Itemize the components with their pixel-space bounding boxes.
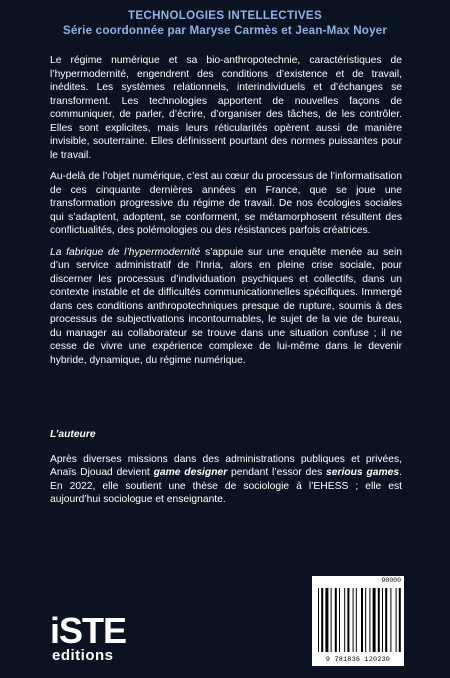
blurb-paragraph-3-text: s’appuie sur une enquête menée au sein d’un service administratif de l’Inria, alors en pleine crise sociale, pour discerner les processus d’individuation psychiques et collectifs, dans un contexte instable et de difficultés communicationnelles spécifiques. Immergé dans ces conditions anthropotechniques presque de rupture, soumis à des processus de subjectivations incontournables, le sujet de la vie de bureau, du manager au collaborateur se trouve dans une situation confuse ; il ne cesse de vivre une expérience complexe de lui-même dans le devenir hybride, dynamique, du régime numérique. bbox=[50, 246, 402, 366]
barcode-bar bbox=[390, 588, 391, 652]
price-code: 90000 bbox=[381, 577, 401, 584]
blurb-paragraph-3 bbox=[50, 246, 402, 368]
barcode-bar bbox=[353, 588, 354, 652]
author-bio-emphasis-a: game designer bbox=[153, 467, 228, 478]
series-title: TECHNOLOGIES INTELLECTIVES bbox=[128, 9, 322, 22]
blurb-paragraph-2: Au-delà de l’objet numérique, c’est au cœur du processus de l’informatisation de ces cinquante dernières années en France, que se joue une transformation progressive du régime de travail. De nos écologies sociales qui s’adaptent, adoptent, se conforment, se métamorphosent résultent des conflictualités, des polémologies ou des résistances parfois créatrices. bbox=[50, 171, 402, 236]
barcode-bars bbox=[312, 576, 404, 666]
barcode-bar bbox=[378, 588, 380, 652]
series-subtitle: Série coordonnée par Maryse Carmès et Jean-Max Noyer bbox=[62, 24, 388, 37]
barcode-bar bbox=[325, 588, 328, 652]
publisher-logo-main: iSTE bbox=[50, 610, 127, 651]
barcode-bar bbox=[382, 588, 383, 652]
barcode-bar bbox=[335, 588, 337, 652]
blurb-paragraph-1: Le régime numérique et sa bio-anthropotechnie, caractéristiques de l’hypermodernité, engendrent des conditions d’existence et de travail, inédites. Les systèmes relationnels, interindividuels et d’échanges se transforment. Les technologies apportent de nouvelles façons de communiquer, de parler, d’écrire, d’organiser des tâches, de les contrôler. Elles sont explicites, mais leurs réticularités opèrent aussi de manière invisible, souterraine. Elles définissent pourtant des normes puissantes pour le travail. bbox=[50, 55, 402, 161]
barcode-bar bbox=[356, 588, 357, 652]
author-bio-emphasis-b: serious games bbox=[326, 467, 400, 478]
publisher-logo-sub: editions bbox=[52, 647, 114, 664]
barcode-bar bbox=[385, 588, 387, 652]
author-section bbox=[50, 428, 402, 507]
book-title-reference: La fabrique de l’hypermodernité bbox=[50, 246, 201, 258]
barcode-bar bbox=[339, 588, 340, 652]
isbn-barcode bbox=[312, 576, 404, 666]
barcode-bar bbox=[399, 588, 401, 652]
author-bio-text-b: pendant l’essor des bbox=[227, 467, 327, 478]
isbn-digits: 9 781836 120230 bbox=[325, 656, 391, 664]
series-header bbox=[0, 0, 450, 38]
author-bio-text-c: . En 2022, elle soutient une thèse de sociologie à l’EHESS ; elle est aujourd’hui sociologue et enseignante. bbox=[50, 467, 402, 505]
author-bio-text-a: Après diverses missions dans des administrations publiques et privées, Anaïs Djouad devient bbox=[50, 453, 402, 478]
barcode-bar bbox=[361, 588, 363, 652]
publisher-logo bbox=[50, 610, 150, 664]
barcode-bar bbox=[344, 588, 345, 652]
author-bio bbox=[50, 453, 402, 507]
author-heading: L’auteure bbox=[50, 429, 96, 440]
barcode-bar bbox=[373, 588, 376, 652]
barcode-bar bbox=[331, 588, 332, 652]
barcode-bar bbox=[369, 588, 370, 652]
barcode-bar bbox=[347, 588, 349, 652]
back-cover-blurb bbox=[50, 54, 402, 375]
barcode-bar bbox=[365, 588, 366, 652]
barcode-bar bbox=[396, 588, 397, 652]
barcode-bar bbox=[318, 588, 319, 652]
barcode-bar bbox=[321, 588, 323, 652]
